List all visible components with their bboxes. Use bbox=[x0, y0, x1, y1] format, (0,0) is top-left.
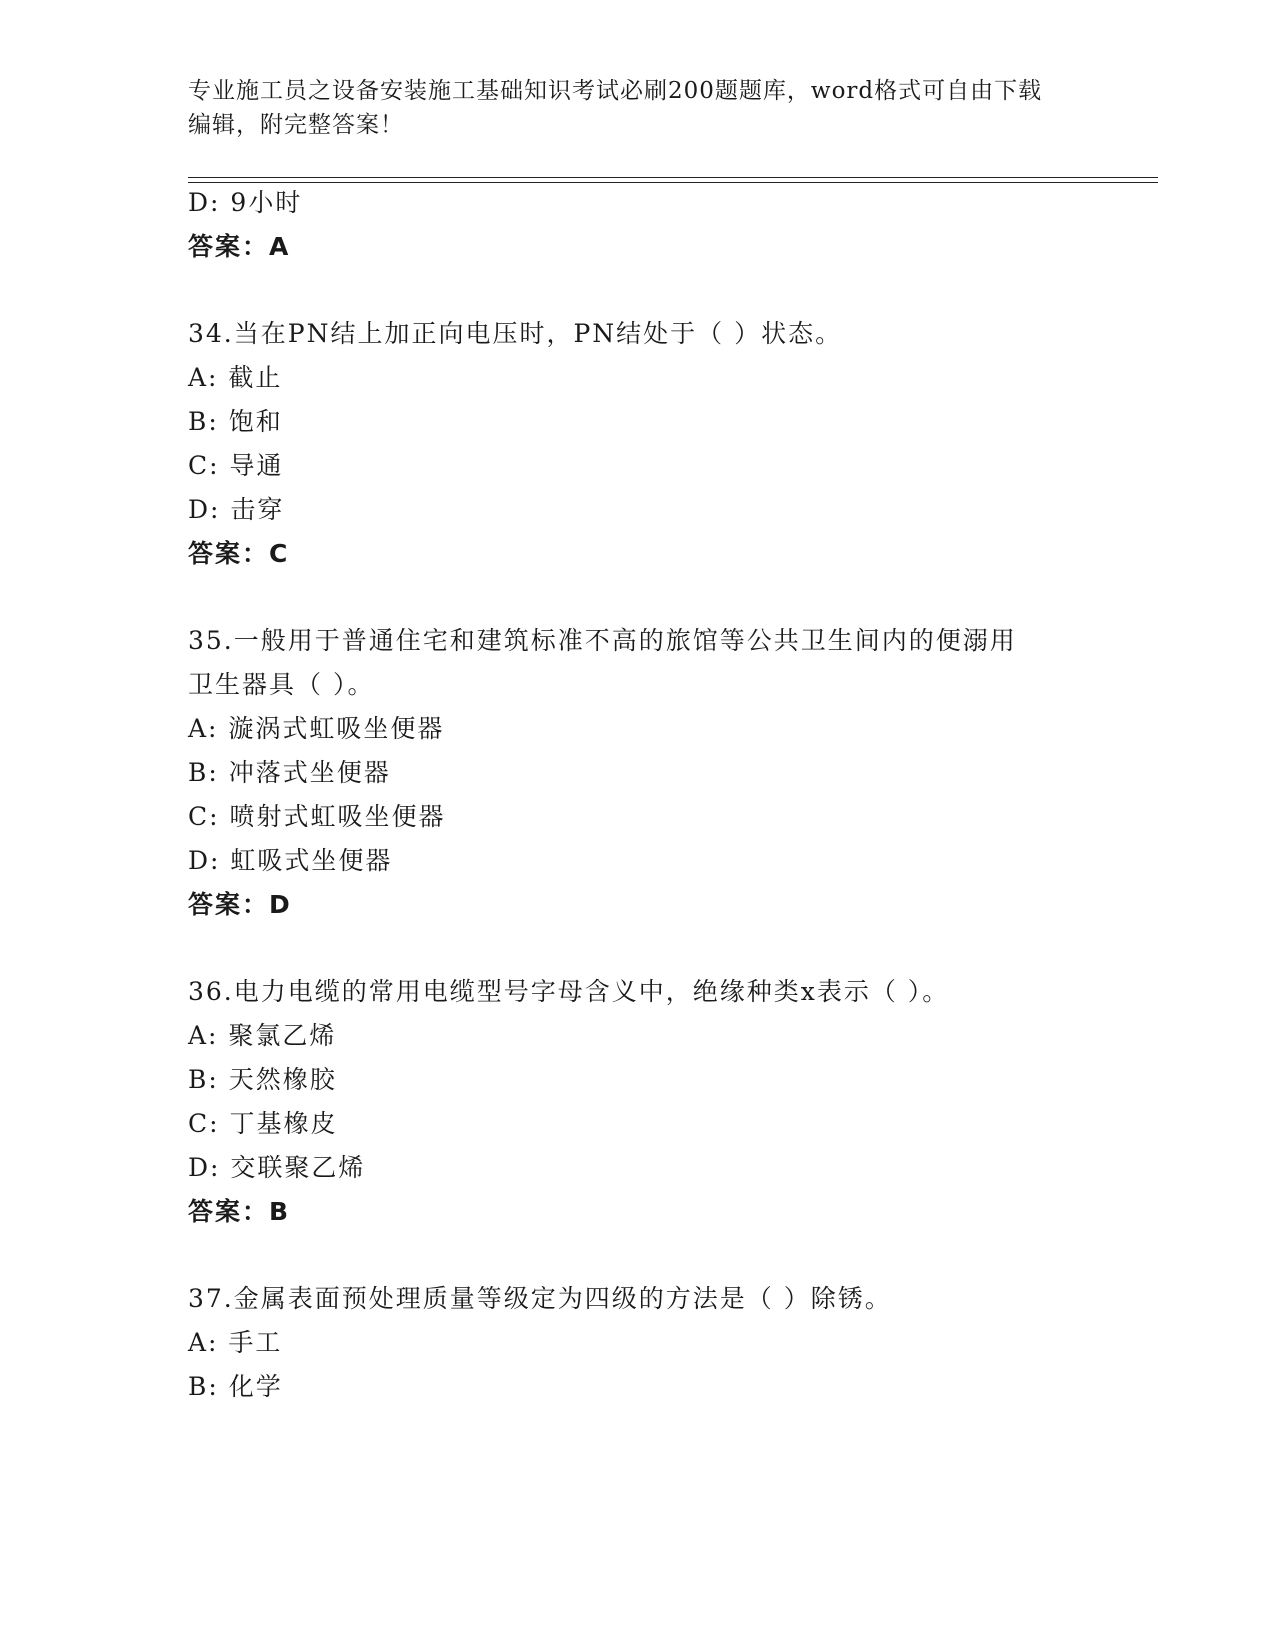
q35-option-b: B: 冲落式坐便器 bbox=[188, 758, 391, 787]
document-header bbox=[188, 74, 1088, 142]
header-title-line-1: 专业施工员之设备安装施工基础知识考试必刷200题题库，word格式可自由下载 bbox=[188, 78, 1043, 104]
q37-stem: 37.金属表面预处理质量等级定为四级的方法是（ ）除锈。 bbox=[188, 1284, 892, 1313]
q36-stem: 36.电力电缆的常用电缆型号字母含义中，绝缘种类x表示（ ）。 bbox=[188, 977, 950, 1006]
header-divider-top bbox=[188, 177, 1158, 178]
q37-option-a: A: 手工 bbox=[188, 1328, 283, 1357]
q35-option-c: C: 喷射式虹吸坐便器 bbox=[188, 802, 446, 831]
q36-option-d: D: 交联聚乙烯 bbox=[188, 1153, 366, 1182]
header-title-line-2: 编辑，附完整答案！ bbox=[188, 112, 404, 138]
q34-stem: 34.当在PN结上加正向电压时，PN结处于（ ）状态。 bbox=[188, 319, 843, 348]
header-divider-bottom bbox=[188, 182, 1158, 183]
q34-answer: 答案：C bbox=[188, 539, 290, 568]
q35-option-d: D: 虹吸式坐便器 bbox=[188, 846, 393, 875]
prev-option-d: D: 9小时 bbox=[188, 188, 303, 217]
prev-answer: 答案：A bbox=[188, 232, 291, 261]
q35-answer: 答案：D bbox=[188, 890, 292, 919]
q34-option-b: B: 饱和 bbox=[188, 407, 283, 436]
q36-option-c: C: 丁基橡皮 bbox=[188, 1109, 338, 1138]
q36-option-a: A: 聚氯乙烯 bbox=[188, 1021, 337, 1050]
q35-option-a: A: 漩涡式虹吸坐便器 bbox=[188, 714, 445, 743]
q34-option-c: C: 导通 bbox=[188, 451, 284, 480]
q36-option-b: B: 天然橡胶 bbox=[188, 1065, 337, 1094]
q34-option-d: D: 击穿 bbox=[188, 495, 285, 524]
q36-answer: 答案：B bbox=[188, 1197, 291, 1226]
q35-stem-line-2: 卫生器具（ ）。 bbox=[188, 670, 375, 699]
q34-option-a: A: 截止 bbox=[188, 363, 283, 392]
q37-option-b: B: 化学 bbox=[188, 1372, 283, 1401]
q35-stem-line-1: 35.一般用于普通住宅和建筑标准不高的旅馆等公共卫生间内的便溺用 bbox=[188, 626, 1017, 655]
